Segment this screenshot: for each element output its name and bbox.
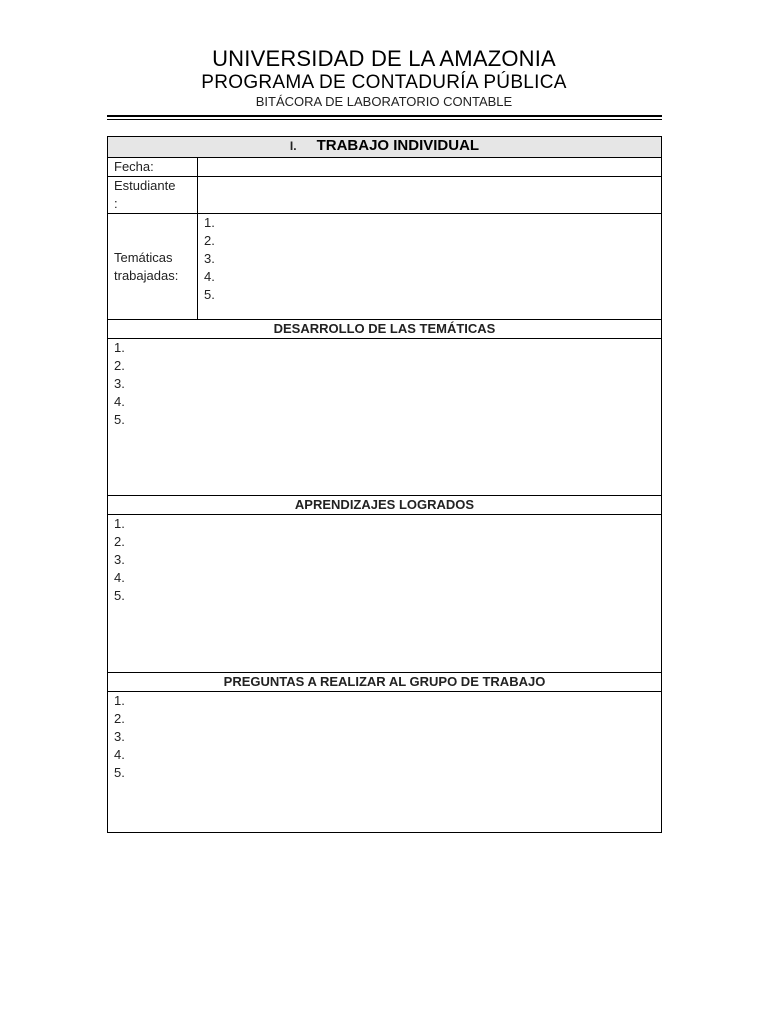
list-item: 4. xyxy=(114,747,125,762)
list-item: 2. xyxy=(114,534,125,549)
list-item: 4. xyxy=(114,394,125,409)
program-name: PROGRAMA DE CONTADURÍA PÚBLICA xyxy=(201,72,567,93)
list-item: 1. xyxy=(204,215,215,230)
list-item: 5. xyxy=(114,765,125,780)
tematicas-label-line2: trabajadas: xyxy=(114,267,179,283)
logbook-form-table xyxy=(107,136,662,833)
aprendizajes-field[interactable] xyxy=(108,515,662,673)
estudiante-field[interactable] xyxy=(198,177,662,214)
desarrollo-header-row xyxy=(108,320,662,339)
list-item: 2. xyxy=(114,358,125,373)
section-title: TRABAJO INDIVIDUAL xyxy=(316,137,480,154)
estudiante-label-line2: : xyxy=(114,196,118,211)
aprendizajes-body-row xyxy=(108,515,662,673)
list-item: 1. xyxy=(114,516,125,531)
list-item: 4. xyxy=(114,570,125,585)
aprendizajes-title: APRENDIZAJES LOGRADOS xyxy=(108,496,662,515)
header-rule-thick xyxy=(107,115,662,117)
aprendizajes-list xyxy=(114,515,655,605)
tematicas-label xyxy=(108,214,198,320)
tematicas-list xyxy=(204,214,655,304)
fecha-label: Fecha: xyxy=(108,158,198,177)
tematicas-field[interactable] xyxy=(198,214,662,320)
list-item: 1. xyxy=(114,693,125,708)
fecha-row xyxy=(108,158,662,177)
tematicas-row xyxy=(108,214,662,320)
list-item: 4. xyxy=(204,269,215,284)
form-title-cell xyxy=(108,137,662,158)
list-item: 2. xyxy=(114,711,125,726)
document-subtitle: BITÁCORA DE LABORATORIO CONTABLE xyxy=(255,94,513,109)
desarrollo-body-row xyxy=(108,339,662,496)
list-item: 2. xyxy=(204,233,215,248)
document-header xyxy=(0,46,768,110)
section-number: I. xyxy=(289,139,297,153)
form-title-row xyxy=(108,137,662,158)
list-item: 3. xyxy=(204,251,215,266)
desarrollo-field[interactable] xyxy=(108,339,662,496)
desarrollo-title: DESARROLLO DE LAS TEMÁTICAS xyxy=(108,320,662,339)
list-item: 3. xyxy=(114,729,125,744)
aprendizajes-header-row xyxy=(108,496,662,515)
preguntas-list xyxy=(114,692,655,782)
list-item: 5. xyxy=(204,287,215,302)
desarrollo-list xyxy=(114,339,655,429)
fecha-field[interactable] xyxy=(198,158,662,177)
estudiante-row xyxy=(108,177,662,214)
list-item: 5. xyxy=(114,412,125,427)
preguntas-title: PREGUNTAS A REALIZAR AL GRUPO DE TRABAJO xyxy=(108,673,662,692)
tematicas-label-line1: Temáticas xyxy=(114,249,173,265)
list-item: 5. xyxy=(114,588,125,603)
list-item: 3. xyxy=(114,376,125,391)
header-rule-thin xyxy=(107,119,662,120)
estudiante-label-line1: Estudiante xyxy=(114,178,176,193)
preguntas-header-row xyxy=(108,673,662,692)
list-item: 3. xyxy=(114,552,125,567)
estudiante-label xyxy=(108,177,198,214)
list-item: 1. xyxy=(114,340,125,355)
preguntas-body-row xyxy=(108,692,662,833)
university-name: UNIVERSIDAD DE LA AMAZONIA xyxy=(212,46,556,71)
preguntas-field[interactable] xyxy=(108,692,662,833)
